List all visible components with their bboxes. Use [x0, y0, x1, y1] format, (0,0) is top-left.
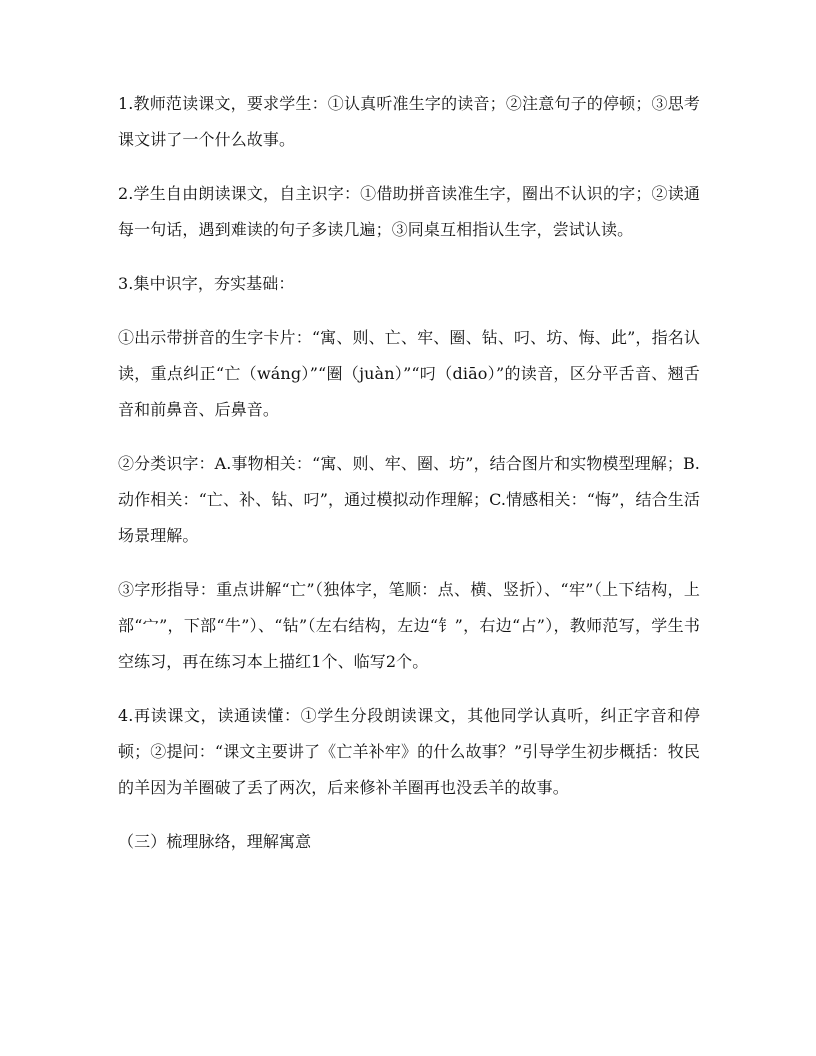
paragraph-step-3-item-3: ③字形指导：重点讲解“亡”（独体字，笔顺：点、横、竖折）、“牢”（上下结构，上部“宀”，下部“牛”）、“钻”（左右结构，左边“钅”，右边“占”），教师范写，学生书空练习，再在练习本上描红1个、临写2个。	[118, 580, 700, 671]
section-heading: （三）梳理脉络，理解寓意	[118, 832, 312, 851]
paragraph-step-1: 1.教师范读课文，要求学生：①认真听准生字的读音；②注意句子的停顿；③思考课文讲了一个什么故事。	[118, 94, 700, 149]
paragraph-step-3: 3.集中识字，夯实基础：	[118, 274, 295, 293]
paragraph-step-3-item-1: ①出示带拼音的生字卡片：“寓、则、亡、牢、圈、钻、叼、坊、悔、此”，指名认读，重点纠正“亡（wáng）”“圈（juàn）”“叼（diāo）”的读音，区分平舌音、翘舌音和前鼻音、后鼻音。	[118, 328, 700, 419]
paragraph-step-2: 2.学生自由朗读课文，自主识字：①借助拼音读准生字，圈出不认识的字；②读通每一句话，遇到难读的句子多读几遍；③同桌互相指认生字，尝试认读。	[118, 184, 700, 239]
paragraph-step-3-item-2: ②分类识字：A.事物相关：“寓、则、牢、圈、坊”，结合图片和实物模型理解；B.动作相关：“亡、补、钻、叼”，通过模拟动作理解；C.情感相关：“悔”，结合生活场景理解。	[118, 454, 700, 545]
document-body	[118, 86, 700, 878]
paragraph-step-4: 4.再读课文，读通读懂：①学生分段朗读课文，其他同学认真听，纠正字音和停顿；②提问：“课文主要讲了《亡羊补牢》的什么故事？”引导学生初步概括：牧民的羊因为羊圈破了丢了两次，后来修补羊圈再也没丢羊的故事。	[118, 706, 700, 797]
